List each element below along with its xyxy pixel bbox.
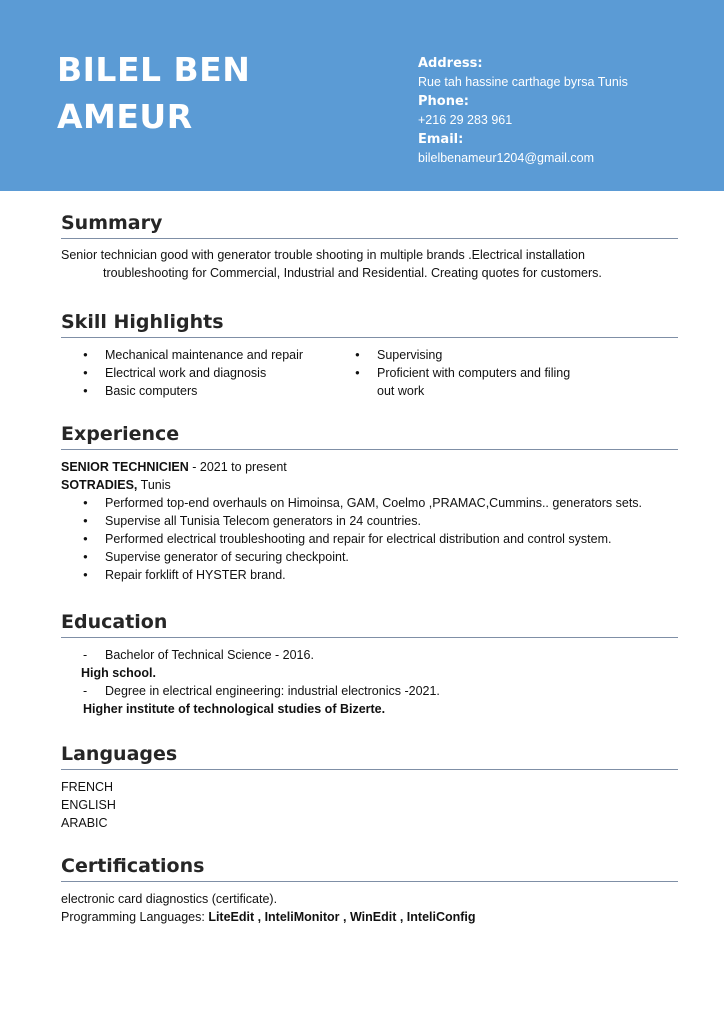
skill-item: ● Electrical work and diagnosis	[61, 364, 347, 382]
skills-column-1	[61, 346, 347, 400]
name-line-2: AMEUR	[57, 97, 193, 136]
skill-item: ● Mechanical maintenance and repair	[61, 346, 347, 364]
duty-item: ● Performed top-end overhauls on Himoinsa, GAM, Coelmo ,PRAMAC,Cummins.. generators sets.	[61, 494, 678, 512]
job-duties	[61, 494, 678, 584]
resume-header	[0, 0, 724, 191]
programming-prefix: Programming Languages:	[61, 910, 209, 924]
job-company-line	[61, 476, 678, 494]
job-entry	[61, 458, 678, 584]
skill-item: ● Basic computers	[61, 382, 347, 400]
skills-title: Skill Highlights	[61, 309, 678, 338]
summary-line-1: Senior technician good with generator trouble shooting in multiple brands .Electrical installation	[61, 248, 585, 262]
experience-title: Experience	[61, 421, 678, 450]
skill-item: ● Proficient with computers and filing out work	[347, 364, 587, 400]
job-title: SENIOR TECHNICIEN	[61, 460, 189, 474]
certifications-title: Certifications	[61, 853, 678, 882]
degree-item: - Degree in electrical engineering: industrial electronics -2021.	[61, 682, 678, 700]
education-section	[61, 609, 678, 718]
company-location: Tunis	[137, 478, 171, 492]
address-label: Address:	[418, 56, 483, 71]
certifications-section	[61, 853, 678, 926]
skills-column-2	[347, 346, 587, 400]
phone-value: +216 29 283 961	[418, 113, 513, 127]
programming-languages-line	[61, 908, 678, 926]
summary-text	[61, 246, 678, 282]
duty-item: ● Supervise all Tunisia Telecom generators in 24 countries.	[61, 512, 678, 530]
company-name: SOTRADIES,	[61, 478, 138, 492]
skill-item: ● Supervising	[347, 346, 587, 364]
skills-list	[61, 346, 678, 400]
languages-section	[61, 741, 678, 832]
job-heading	[61, 458, 678, 476]
school-name: High school.	[81, 666, 156, 680]
language-item: ARABIC	[61, 816, 108, 830]
skills-section	[61, 309, 678, 400]
job-dates: - 2021 to present	[188, 460, 287, 474]
experience-section	[61, 421, 678, 584]
summary-line-2: troubleshooting for Commercial, Industrial and Residential. Creating quotes for customers.	[103, 266, 602, 280]
address-value: Rue tah hassine carthage byrsa Tunis	[418, 75, 628, 89]
email-label: Email:	[418, 132, 464, 147]
duty-item: ● Performed electrical troubleshooting and repair for electrical distribution and control system.	[61, 530, 678, 548]
education-title: Education	[61, 609, 678, 638]
certification-item: electronic card diagnostics (certificate).	[61, 892, 278, 906]
programming-tools: LiteEdit , InteliMonitor , WinEdit , InteliConfig	[208, 910, 476, 924]
language-item: ENGLISH	[61, 798, 116, 812]
education-list	[61, 646, 678, 718]
school-name: Higher institute of technological studies of Bizerte.	[83, 702, 386, 716]
language-item: FRENCH	[61, 780, 114, 794]
name-line-1: BILEL BEN	[57, 50, 251, 89]
summary-section	[61, 210, 678, 282]
degree-item: - Bachelor of Technical Science - 2016.	[61, 646, 678, 664]
phone-label: Phone:	[418, 94, 469, 109]
summary-title: Summary	[61, 210, 678, 239]
email-value[interactable]: bilelbenameur1204@gmail.com	[418, 151, 594, 165]
duty-item: ● Supervise generator of securing checkpoint.	[61, 548, 678, 566]
languages-title: Languages	[61, 741, 678, 770]
duty-item: ● Repair forklift of HYSTER brand.	[61, 566, 678, 584]
languages-list	[61, 778, 678, 832]
candidate-name	[57, 46, 357, 140]
contact-info	[418, 55, 718, 169]
certifications-list	[61, 890, 678, 926]
